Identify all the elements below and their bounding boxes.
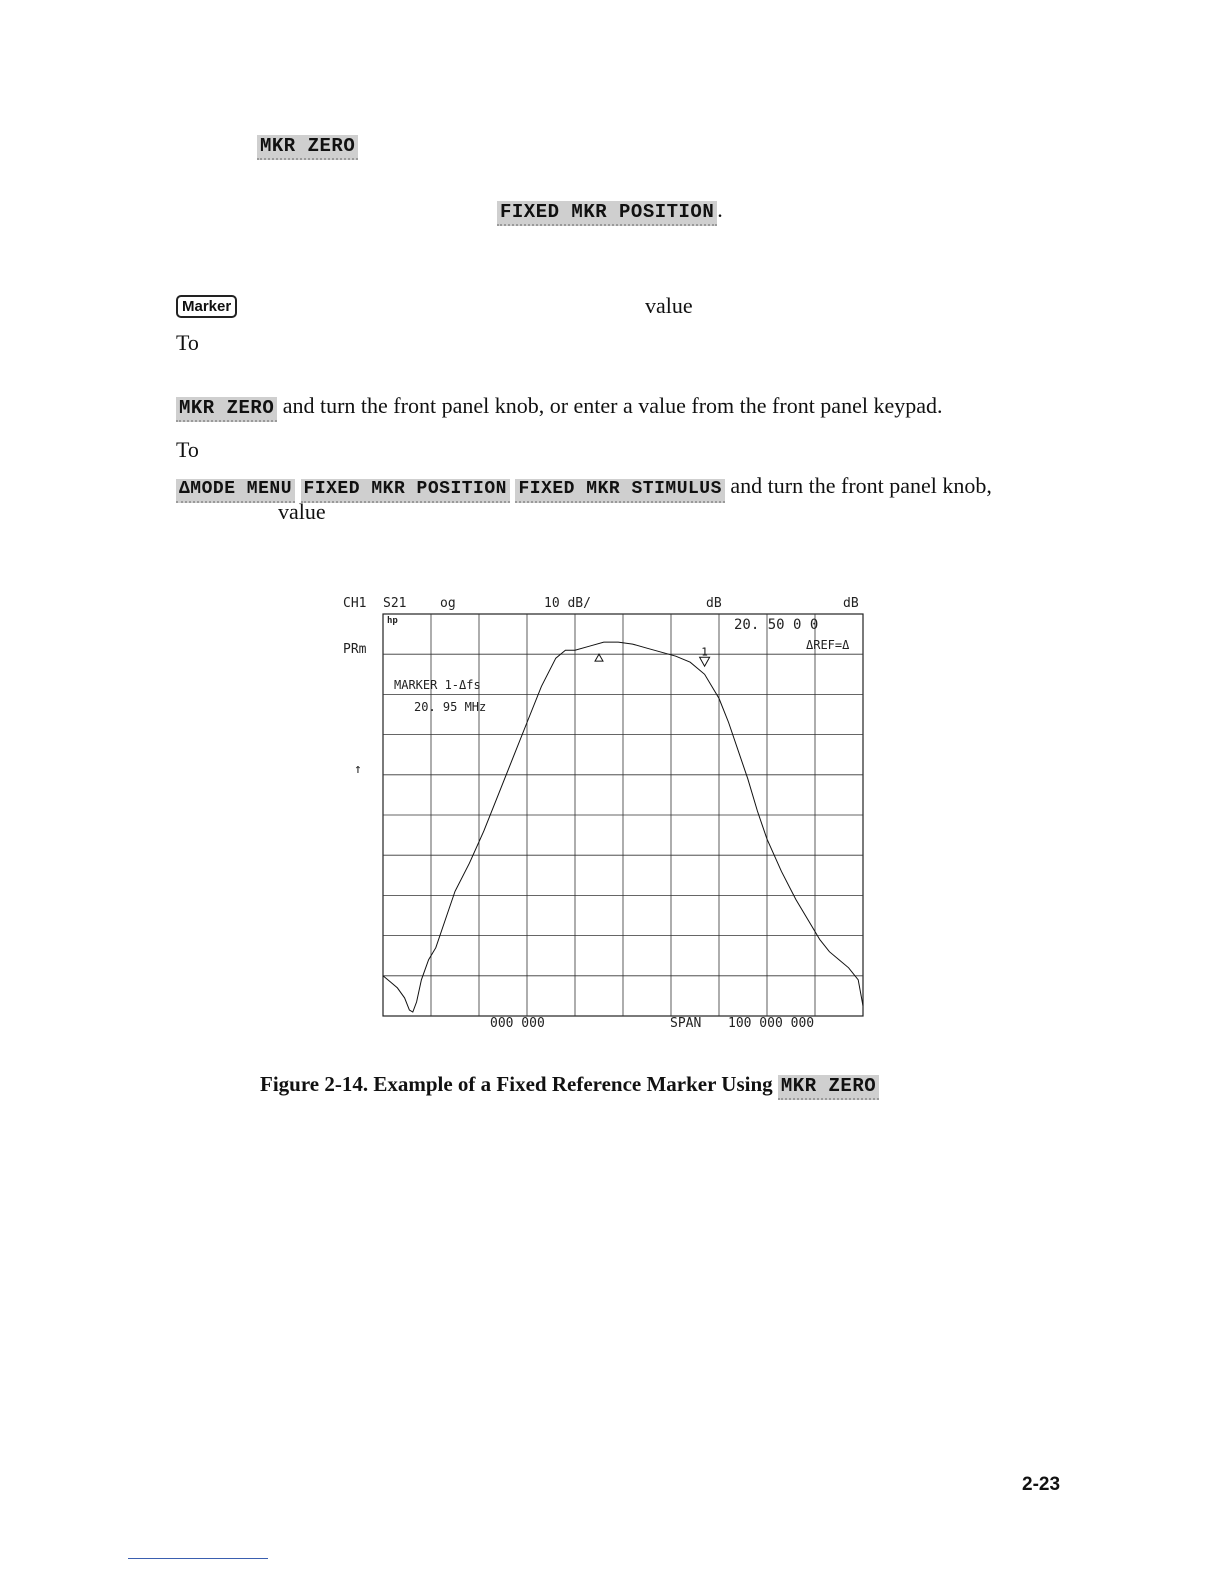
softkey-fixed-mkr-position-top[interactable]: FIXED MKR POSITION . [497,197,723,226]
ref-unit-label: dB [706,596,722,611]
softkey-mkr-zero-top[interactable]: MKR ZERO [257,131,358,160]
period: . [717,197,723,222]
caption-text: Figure 2-14. Example of a Fixed Reference Marker Using [260,1072,773,1096]
plot-svg [330,590,890,1040]
line-mkr-zero-knob [176,393,942,422]
s-parameter-label: S21 [383,596,407,611]
reference-marker-triangle [595,654,603,661]
to-1: To [176,330,199,355]
start-value: 000 000 [490,1016,545,1031]
active-marker-label: 1 [701,645,708,659]
channel-label: CH1 [343,596,367,611]
instruction-text-2: and turn the front panel knob, [730,473,992,498]
softkey-mkr-zero-mid[interactable]: MKR ZERO [176,397,277,422]
to-2: To [176,437,199,462]
ref-mode-label: ΔREF=Δ [806,638,850,652]
figure-caption [260,1072,879,1100]
marker-unit-label: dB [843,596,859,611]
active-marker-triangle [700,657,710,666]
marker-readout: 20. 50 0 0 [734,617,819,633]
format-label: og [440,596,456,611]
hp-logo: hp [387,616,398,626]
softkey-fixed-mkr-position[interactable]: FIXED MKR POSITION [301,479,510,503]
scale-label: 10 dB/ [544,596,591,611]
span-label: SPAN [670,1016,702,1031]
prm-label: PRm [343,642,367,657]
marker-frequency: 20. 95 MHz [414,700,487,714]
reference-arrow-icon: ↑ [354,762,362,777]
markers [595,645,710,666]
span-value: 100 000 000 [728,1016,815,1031]
footer-rule [128,1558,268,1559]
hardkey-marker[interactable]: Marker [176,295,237,318]
softkey-fixed-mkr-stimulus[interactable]: FIXED MKR STIMULUS [515,479,724,503]
grid [383,614,863,1016]
marker-label: MARKER 1-Δfs [394,678,481,692]
softkey-amode-menu[interactable]: ΔMODE MENU [176,479,295,503]
caption-softkey-mkr-zero[interactable]: MKR ZERO [778,1075,879,1100]
analyzer-plot [330,590,890,1040]
word-value-1: value [645,293,693,318]
word-value-2: value [278,499,326,524]
instruction-text-1: and turn the front panel knob, or enter a value from the front panel keypad. [282,393,943,418]
page-number: 2-23 [1022,1474,1061,1495]
